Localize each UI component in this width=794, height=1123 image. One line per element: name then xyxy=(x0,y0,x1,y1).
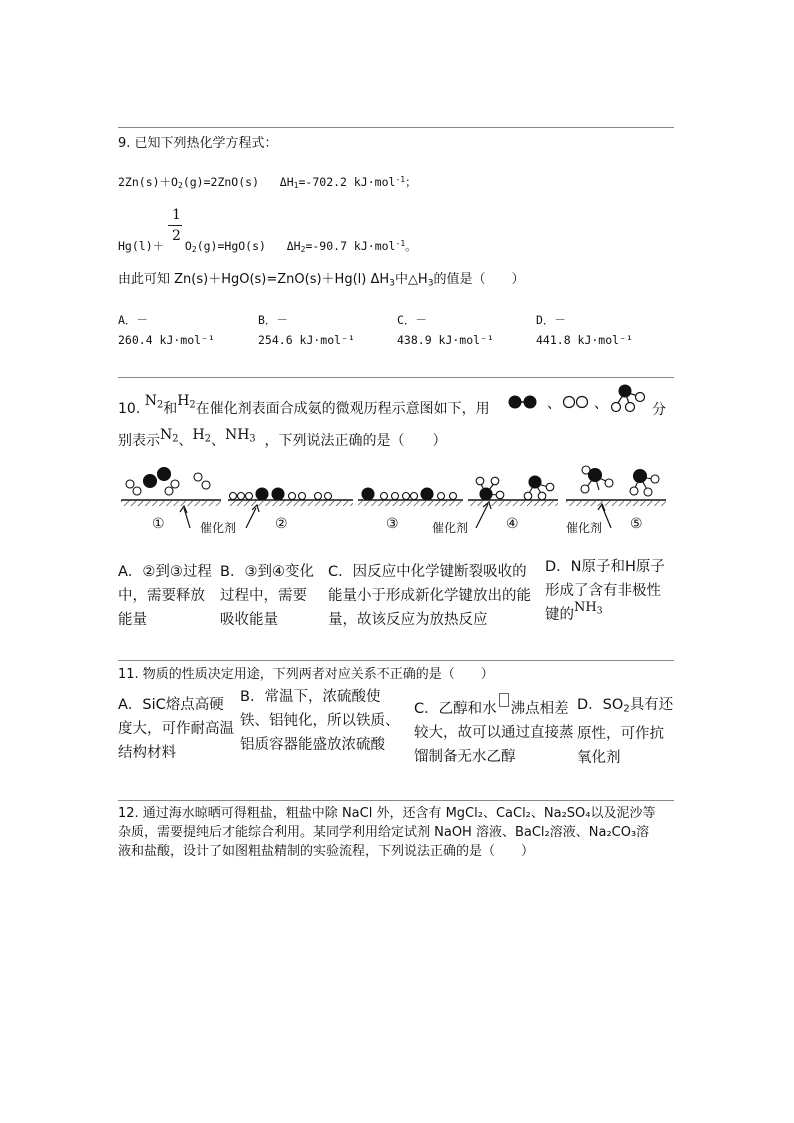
catalyst-surface-1 xyxy=(121,500,221,506)
q9-option-a[interactable]: A．－ 260.4 kJ·mol⁻¹ xyxy=(118,313,215,347)
catalyst-surface-5 xyxy=(566,500,666,506)
fraction-denominator: 2 xyxy=(172,228,181,244)
q10-option-a[interactable]: A．②到③过程中，需要释放能量 xyxy=(118,564,212,628)
svg-text:、: 、 xyxy=(547,396,561,412)
catalyst-surface-3 xyxy=(358,500,463,506)
q11-option-c[interactable]: C．乙醇和水 沸点相差较大，故可以通过直接蒸馏制备无水乙醇 xyxy=(414,697,574,769)
q10-option-b[interactable]: B．③到④变化过程中，需要吸收能量 xyxy=(220,564,314,628)
fraction-numerator: 1 xyxy=(172,207,181,223)
q9-option-c[interactable]: C．－ 438.9 kJ·mol⁻¹ xyxy=(397,313,494,347)
q10-option-d[interactable]: D．N原子和H原子形成了含有非极性键的$NH_3$ xyxy=(545,559,665,623)
step-label-2: ② xyxy=(275,516,288,532)
q9-option-d[interactable]: D．－ 441.8 kJ·mol⁻¹ xyxy=(536,313,633,347)
q12-line-1: 12. 通过海水晾晒可得粗盐，粗盐中除 NaCl 外，还含有 MgCl₂、CaCl₂、Na₂SO₄以及泥沙等 xyxy=(118,806,656,821)
divider-q10 xyxy=(118,377,674,378)
stage3-atoms xyxy=(362,488,457,500)
q9-equation-2: Hg(l)＋ $O_2(g)=HgO(s)$ $\Delta H_2=-90.7$ kJ·mol$^{-1}$。 xyxy=(118,239,417,255)
q11-option-d[interactable]: D．$SO_2$具有还原性，可作抗氧化剂 xyxy=(577,697,674,766)
step-label-4: ④ xyxy=(506,516,519,532)
stage4-molecules xyxy=(476,476,554,500)
legend-molecule-icons xyxy=(500,382,660,418)
q10-stem-fen: 分 xyxy=(652,402,666,418)
q10-stem-line2: 别表示$N_2$、$H_2$、$NH_3$ ，下列说法正确的是（ ） xyxy=(118,427,447,449)
q12-line-2: 杂质，需要提纯后才能综合利用。某同学利用给定试剂 NaOH 溶液、BaCl₂溶液、Na₂CO₃溶 xyxy=(118,825,650,840)
step-label-5: ⑤ xyxy=(630,516,643,532)
divider-q12 xyxy=(118,800,674,801)
q10-option-c[interactable]: C．因反应中化学键断裂吸收的能量小于形成新化学键放出的能量，故该反应为放热反应 xyxy=(328,564,531,628)
q9-equation-1: $2Zn(s)+O_2(g)=2ZnO(s)$ $\Delta H_1=-702.2$ kJ·mol$^{-1}$； xyxy=(118,175,417,191)
step-label-3: ③ xyxy=(386,516,399,532)
q10-stem-line1: 10. $N_2$和$H_2$在催化剂表面合成氨的微观历程示意图如下，用 xyxy=(118,393,490,417)
h2-molecule-icon xyxy=(564,397,588,408)
stage1-molecules xyxy=(126,468,210,496)
q9-option-b[interactable]: B．－ 254.6 kJ·mol⁻¹ xyxy=(258,313,355,347)
divider-q11 xyxy=(118,660,674,661)
fraction-bar xyxy=(168,225,182,226)
q12-line-3: 液和盐酸，设计了如图粗盐精制的实验流程，下列说法正确的是（ ） xyxy=(118,844,535,859)
n2-molecule-icon xyxy=(509,396,537,409)
catalyst-label-3: 催化剂 xyxy=(566,521,603,535)
catalyst-label-2: 催化剂 xyxy=(432,521,469,535)
nh3-molecule-icon xyxy=(612,385,645,412)
stage5-molecules xyxy=(581,466,659,496)
catalyst-surface-4 xyxy=(468,500,558,506)
q11-option-b[interactable]: B．常温下，浓硫酸使铁、铝钝化，所以铁质、铝质容器能盛放浓硫酸 xyxy=(240,689,400,753)
q11-option-a[interactable]: A．SiC熔点高硬度大，可作耐高温结构材料 xyxy=(118,697,234,761)
step-label-1: ① xyxy=(152,516,165,532)
svg-text:、: 、 xyxy=(594,396,608,412)
divider-q9 xyxy=(118,127,674,128)
catalyst-surface-2 xyxy=(228,500,353,506)
q9-ask: 由此可知 Zn(s)＋HgO(s)=ZnO(s)＋Hg(l) $\Delta H_3$中$\triangle H_3$的值是（ ） xyxy=(118,272,525,289)
stage2-molecules xyxy=(230,488,332,500)
catalyst-label-1: 催化剂 xyxy=(200,521,237,535)
q9-stem: 9. 已知下列热化学方程式： xyxy=(118,136,278,151)
q11-stem: 11. 物质的性质决定用途，下列两者对应关系不正确的是（ ） xyxy=(118,667,494,682)
missing-glyph-box xyxy=(499,693,509,707)
